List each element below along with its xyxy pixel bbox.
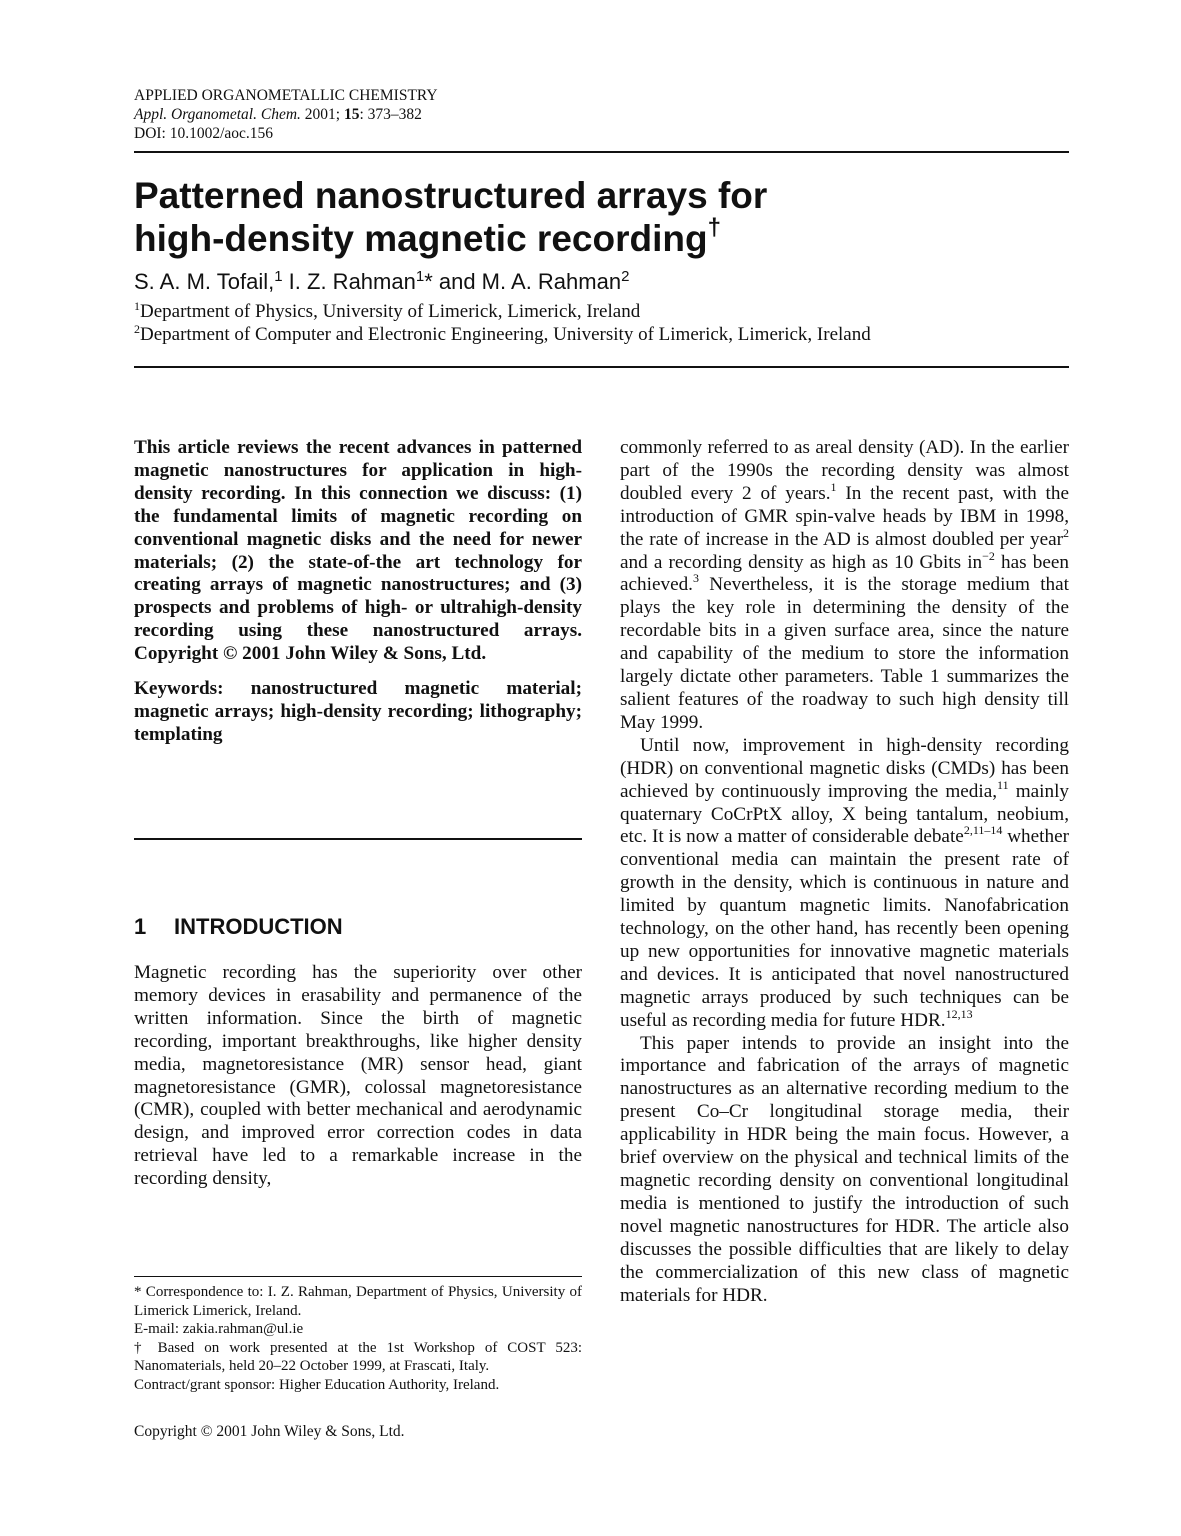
citation-ref: 3 — [692, 571, 699, 586]
affiliation-2-mark: 2 — [134, 322, 140, 336]
journal-year: 2001; — [304, 106, 341, 123]
section-heading — [134, 914, 343, 940]
author-list — [134, 268, 629, 296]
footnote-correspondence: * Correspondence to: I. Z. Rahman, Department of Physics, University of Limerick Limerick, Ireland. — [134, 1284, 582, 1319]
footnotes — [134, 1283, 582, 1394]
title-line-2: high-density magnetic recording — [134, 218, 708, 259]
affiliation-1-mark: 1 — [134, 299, 140, 313]
p1-text-e: Nevertheless, it is the storage medium that plays the key role in determining the density of the recordable bits in a given surface area, since the nature and capability of the medium to store the information largely dictate other parameters. Table 1 summarizes the salient features of the roadway to such high density till May 1999. — [620, 574, 1069, 733]
journal-header — [134, 86, 438, 143]
p1-text-c: and a recording density as high as 10 Gbits in — [620, 551, 983, 573]
journal-doi: DOI: 10.1002/aoc.156 — [134, 125, 274, 142]
citation-ref: 2 — [1063, 525, 1069, 540]
journal-citation — [134, 105, 438, 124]
unit-exponent: −2 — [982, 548, 995, 563]
right-column — [620, 437, 1069, 1307]
copyright-notice: Copyright © 2001 John Wiley & Sons, Ltd. — [134, 1423, 405, 1440]
affiliation-2 — [134, 323, 871, 346]
body-paragraph-2 — [620, 735, 1069, 1033]
author-2-affil: 1 — [415, 268, 425, 285]
citation-ref: 2,11–14 — [963, 823, 1003, 838]
citation-ref: 1 — [830, 479, 837, 494]
affiliation-rule — [134, 366, 1069, 368]
journal-volume: 15 — [343, 106, 360, 123]
abstract-rule — [134, 838, 582, 840]
p1-text-b: In the recent past, with the introduction of GMR spin-valve heads by IBM in 1998, the rate of increase in the AD is almost doubled per year — [620, 482, 1069, 550]
journal-name: APPLIED ORGANOMETALLIC CHEMISTRY — [134, 87, 438, 104]
footnote-based-on: † Based on work presented at the 1st Workshop of COST 523: Nanomaterials, held 20–22 October 1999, at Frascati, Italy. — [134, 1339, 582, 1374]
footnote-grant: Contract/grant sponsor: Higher Education Authority, Ireland. — [134, 1376, 500, 1393]
p2-text-c: whether conventional media can maintain the present rate of growth in the density, which is continuous in nature and limited by quantum magnetic limits. Nanofabrication technology, on the other hand, has recently been opening up new opportunities for innovative magnetic materials and devices. It is anticipated that novel nanostructured magnetic arrays produced by such techniques can be useful as recording media for future HDR. — [620, 826, 1069, 1031]
p1-text-a: commonly referred to as areal density (AD). In the earlier part of the 1990s the recording density was almost doubled every 2 of years. — [620, 437, 1069, 504]
journal-pages: : 373–382 — [359, 106, 422, 123]
author-1-affil: 1 — [274, 268, 283, 285]
author-2: I. Z. Rahman — [282, 269, 416, 294]
p2-text-b: mainly quaternary CoCrPtX alloy, X being tantalum, neobium, etc. It is now a matter of considerable debate — [620, 780, 1069, 848]
abstract-block — [134, 437, 582, 747]
p1-text-d: has been achieved. — [620, 551, 1069, 596]
section-title: INTRODUCTION — [174, 914, 343, 939]
section-number: 1 — [134, 914, 147, 939]
p2-text-a: Until now, improvement in high-density recording (HDR) on conventional magnetic disks (CMDs) has been achieved by continuously improving the media, — [620, 734, 1069, 802]
citation-ref: 12,13 — [945, 1006, 973, 1021]
affiliations — [134, 300, 871, 346]
affiliation-2-text: Department of Computer and Electronic Engineering, University of Limerick, Limerick, Ireland — [140, 324, 871, 345]
citation-ref: 11 — [997, 777, 1009, 792]
footnote-email: E-mail: zakia.rahman@ul.ie — [134, 1321, 304, 1337]
abstract-text: This article reviews the recent advances in patterned magnetic nanostructures for application in high-density recording. In this connection we discuss: (1) the fundamental limits of magnetic recording on conventional magnetic disks and the need for newer materials; (2) the state-of-the art technology for creating arrays of magnetic nanostructures; and (3) prospects and problems of high- or ultrahigh-density recording using these nanostructured arrays. Copyright © 2001 John Wiley & Sons, Ltd. — [134, 437, 582, 665]
keywords-text: Keywords: nanostructured magnetic material; magnetic arrays; high-density recording; lithography; templating — [134, 678, 582, 745]
body-paragraph-3: This paper intends to provide an insight into the importance and fabrication of the arrays of magnetic nanostructures as an alternative recording medium to the present Co–Cr longitudinal storage media, their applicability in HDR being the main focus. However, a brief overview on the physical and technical limits of the magnetic recording density on conventional longitudinal media is mentioned to justify the introduction of such novel magnetic nanostructures for HDR. The article also discusses the possible difficulties that are likely to delay the commercialization of this new class of magnetic materials for HDR. — [620, 1032, 1069, 1306]
paper-title — [134, 174, 1069, 260]
title-line-1: Patterned nanostructured arrays for — [134, 175, 768, 216]
intro-left-column — [134, 962, 582, 1191]
body-paragraph-1 — [620, 437, 1069, 735]
journal-abbrev: Appl. Organometal. Chem. — [134, 106, 301, 123]
footnote-rule — [134, 1276, 582, 1277]
title-dagger: † — [707, 214, 721, 241]
author-1: S. A. M. Tofail, — [134, 269, 275, 294]
author-3-affil: 2 — [621, 268, 630, 285]
author-3: * and M. A. Rahman — [424, 269, 622, 294]
header-rule — [134, 151, 1069, 153]
intro-paragraph-1: Magnetic recording has the superiority over other memory devices in erasability and permanence of the written information. Since the birth of magnetic recording, important breakthroughs, like higher density media, magnetoresistance (MR) sensor head, giant magnetoresistance (GMR), colossal magnetoresistance (CMR), coupled with better mechanical and aerodynamic design, and improved error correction codes in data retrieval have led to a remarkable increase in the recording density, — [134, 962, 582, 1190]
affiliation-1-text: Department of Physics, University of Limerick, Limerick, Ireland — [140, 301, 641, 322]
affiliation-1 — [134, 300, 871, 323]
